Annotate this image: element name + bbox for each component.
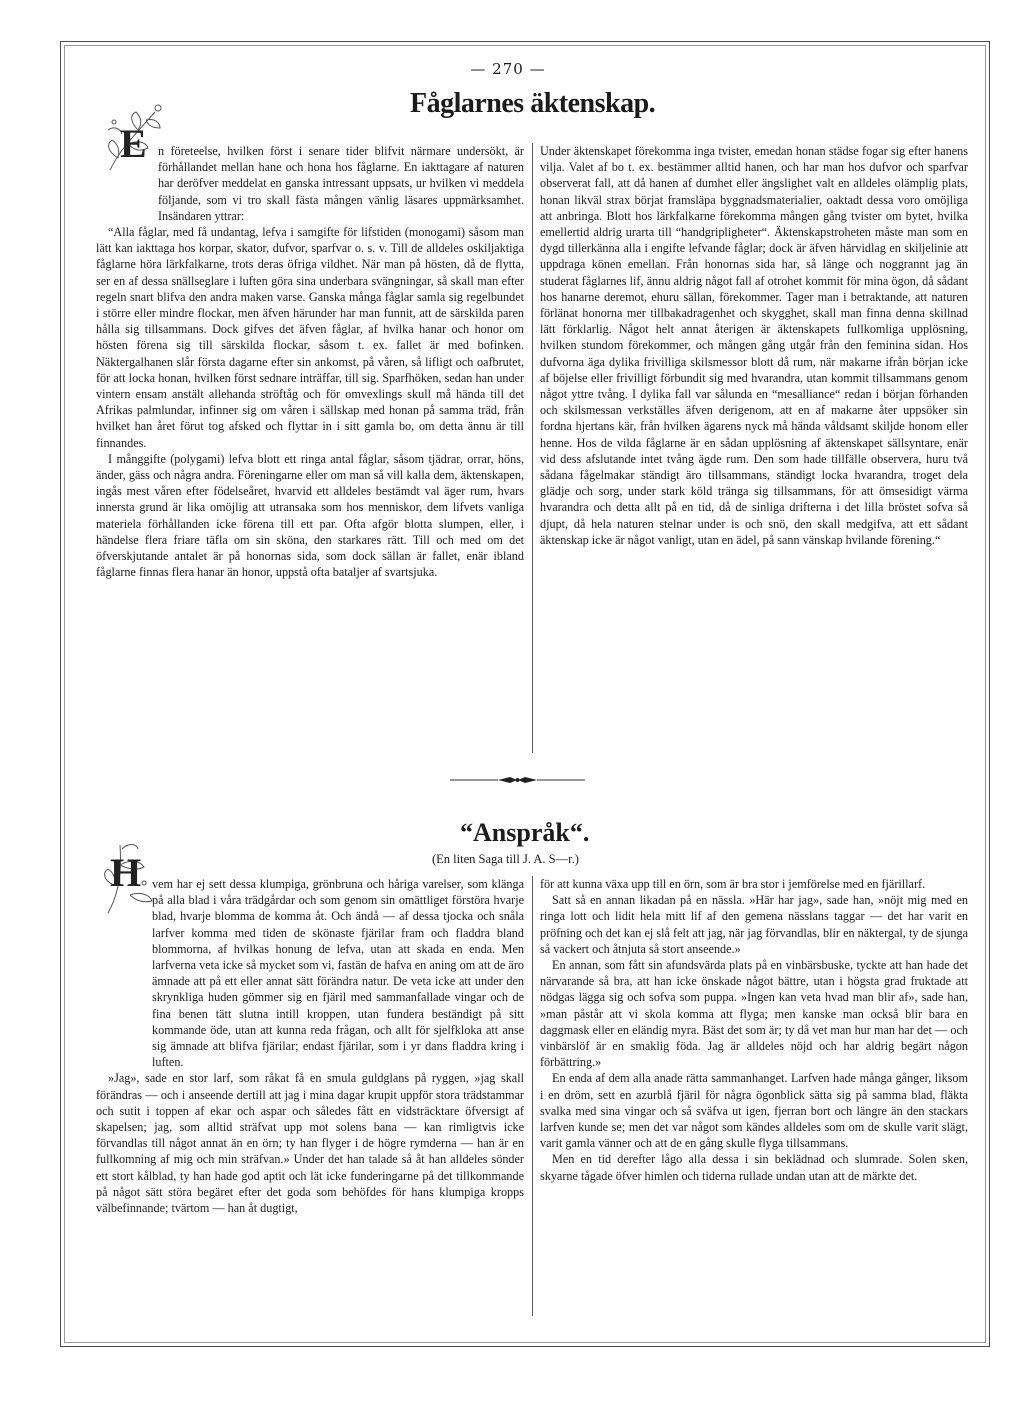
article1-paragraph: “Alla fåglar, med få undantag, lefva i samgifte för lifstiden (monogami) såsom man lätt kan iakttaga hos korpar, skator, dufvor, sparfvar o. s. v. Till de alldeles oskiljaktiga fåglarne höra lärkfalkarne, trots deras öfriga vildhet. När man på hösten, då de flytta, ser en af dessa snällseglare i luften göra sina underbara svängningar, så skall man efter regeln snart blifva den andra maken varse. Ganska många fåglar samla sig regelbundet i större eller mindre flockar, men äfven härunder har man funnit, att de särskilda paren hålla sig tillsammans. Dock gifves det äfven fåglar, af hvilka hanar och honor om hösten förena sig till särskilda flockar, såsom t. ex. fallet är med bofinken. Näktergalhanen slår första dagarne efter sin ankomst, på våren, så lifligt och oafbrutet, för att locka honan, hvilken först sednare inträffar, till sig. Sparfhöken, sedan han under vintern ensam anstält allehanda ströftåg och för omvexlings skull må hända till det Afrikas palmlundar, infinner sig om våren i sällskap med honan på samma träd, från hvilket han året förut tog afsked och flyttar in i sitt gamla bo, om detta ännu är till finnandes. [96,225,524,450]
article-title-ansprak: “Anspråk“. [460,818,590,847]
dropcap-e: E [120,121,147,166]
page-number: — 270 — [470,60,546,78]
article-subtitle: (En liten Saga till J. A. S—r.) [432,852,579,866]
article2-paragraph: En annan, som fått sin afundsvärda plats på en vinbärsbuske, tyckte att han hade det närvarande så bra, att han icke önskade något bättre, utan i högsta grad fruktade att nödgas lägga sig och sofva som puppa. »Ingen kan veta hvad man blir af», sade han, »man påstår att vi skola komma att flyga; men kanske man också blir bara en daggmask eller en eländig myra. Bäst det som är; ty då vet man hur man har det — och vinbärslöf är en smaklig föda. Jag är alldeles nöjd och har aldrig begärt någon förbättring.» [540,958,968,1070]
article-title-faglarnes: Fåglarnes äktenskap. [410,88,656,119]
article1-paragraph: Under äktenskapet förekomma inga tvister, emedan honan städse fogar sig efter hanens vilja. Valet af bo t. ex. bestämmer alltid hanen, och har man hos dufvor och sparfvar observerat fall, att då hanen af dumhet eller ängslighet valt en alldeles olämplig plats, honan likväl strax börjat framsläpa byggnadsmaterialier, oaktadt dessa voro omöjliga att anbringa. Blott hos lärkfalkarne förekomma mången gång tvister om bytet, hvilka emellertid aldrig urarta till “handgripligheter“. Äktenskapstroheten måste man som en dygd tillerkänna alla i engifte lefvande fåglar; dock är äfven härvidlag en skiljelinie att uppdraga könen emellan. Från honornas sida har, så länge och noggrannt jag än studerat fåglarnes lif, ännu aldrig något fall af otrohet kommit för mina ögon, då sådant hos hanarne deremot, ehuru sällan, förekommer. Tager man i betraktande, att naturen förlänat honorna mer tillbakadragenhet och skygghet, skall man finna denna skillnad lätt förklarlig. Något helt annat återigen är äktenskapets fullkomliga upplösning, hvilken stundom förekommer, och mången gång utgår från den feminina sidan. Hos dufvorna äga dylika frivilliga skilsmessor blott då rum, när makarne ifrån början icke af böjelse eller frivilligt förbundit sig med hvarandra, utan kommit tillsammans genom något yttre tvång. I dylika fall var sålunda en “mesalliance“ redan i början förhanden och skilsmessan verkställes äfven derigenom, att en af makarne åter uppsöker sin fordna hjertans kär, från hvilken ägarens nyck må hända våldsamt skiljde honom eller henne. Hos de vilda fåglarne är en sådan upplösning af äktenskapet sällsyntare, enär vid dess afslutande intet tvång ägde rum. Den som hade tillfälle observera, huru två sådana fågelmakar ständigt äro tillsammans, ständigt locka hvarandra, troget dela glädje och sorg, under stark köld tränga sig tillsammans, för att ömsesidigt värma hvarandra och detta allt på en tid, då de sinliga drifterna i det lilla bröstet sofva så djupt, då hela naturen stelnar under is och snö, den skall medgifva, att ett sådant äktenskap icke är något vanligt, utan en ädel, på sann vänskap hvilande förening.“ [540,144,968,547]
article2-paragraph: Satt så en annan likadan på en nässla. »Här har jag», sade han, »nöjt mig med en ringa lott och lidit hela mitt lif af den gemena nässlans taggar — det har varit en pröfning och det kan ej slå felt att jag, när jag förvandlas, blir en näktergal, ty de sjunga så vackert och åtnjuta så stort anseende.» [540,893,968,956]
article2-right-column [540,876,968,1184]
column-rule [532,143,533,753]
article1-left-column [96,143,524,580]
article2-paragraph: »Jag», sade en stor larf, som råkat få en smula guldglans på ryggen, »jag skall förändras — och i anseende dertill att jag i mina dagar krupit uppför stora trädstammar och sutit i toppen af ekar och aspar och således fått en vidsträcktare öfversigt af skapelsen; jag, som alltid sträfvat upp mot solens bana — kan rimligtvis icke förvandlas till något annat än en örn; ty han flyger i de högre rymderna — han är en fullkomning af mig och min sträfvan.» Under det han talade så åt han alldeles sönder ett stort kålblad, ty han hade god aptit och lät icke funderingarne på det tillkommande på något sätt störa begäret efter det goda som behöfdes för hans klumpiga kropps välbefinnande; tvärtom — han åt dugtigt, [96,1071,524,1216]
article1-paragraph: I månggifte (polygami) lefva blott ett ringa antal fåglar, såsom tjädrar, orrar, höns, änder, gäss och några andra. Föreningarne eller om man så vill kalla dem, äktenskapen, ingås mest våren efter födelseåret, hvarvid ett alldeles bestämdt val äger rum, hvars innersta grund är lika omöjlig att utransaka som hos menniskor, dem lifvets vanliga materiela förhållanden icke förena till ett par. Ofta afgör blotta slumpen, eller, i händelse flera friare täfla om sin sköna, den starkares rätt. Till och med om det öfverskjutande antalet är på honornas sida, som dock sällan är fallet, enär ibland fåglarne finnas flera hanar än honor, uppstå ofta bataljer af svartsjuka. [96,451,524,580]
article1-paragraph: n företeelse, hvilken först i senare tider blifvit närmare undersökt, är förhållandet mellan hane och hona hos fåglarne. En iakttagare af naturen har deröfver meddelat en ganska intressant uppsats, ur hvilken vi meddela följande, som vi tro skall fästa mången vänlig läsares uppmärksamhet. Insändaren yttrar: [158,144,524,223]
article1-right-column [540,143,968,548]
article2-paragraph: vem har ej sett dessa klumpiga, grönbruna och håriga varelser, som klänga på alla blad i våra trädgårdar och som genom sin omättliget förstöra hvarje blad, hvarje blomma de komma åt. Och ändå — af dessa tjocka och snåla larfver komma med tiden de skönaste fjärilar fram och fladdra bland blommorna, af hvilkas honung de lefva, utan att skada en enda. Men larfverna veta icke så mycket som vi, fastän de hafva en aning om att de äro ämnade att på ett eller annat sätt förändra natur. De veta icke att under den skrynkliga huden gömmer sig en fjäril med sammanfallade vingar och de fina benen tätt slutna intill kroppen, utan fundera beständigt på sitt kommande öde, utan att kunna reda frågan, och allt för sjelfkloka att anse sig ämnade att blifva fjärilar; endast fjärilar, som i yr dans fladdra kring i luften. [152,877,524,1070]
dropcap-h: H [110,850,142,895]
column-rule [532,876,533,1316]
article2-left-column [96,876,524,1216]
article2-paragraph: för att kunna växa upp till en örn, som är bra stor i jemförelse med en fjärillarf. [540,877,926,891]
section-divider-icon [450,775,585,785]
article2-paragraph: En enda af dem alla anade rätta sammanhanget. Larfven hade många gånger, liksom i en dröm, sett en azurblå fjäril för några ögonblick sätta sig på samma blad, fläkta svalka med sina vingar och så sväfva ut igen, fjerran bort och längre än den stackars larfven kunde se; men det var något som kändes alldeles som om de skulle varit slägt, varit gamla vänner och att de en gång skulle flyga tillsammans. [540,1071,968,1151]
article2-paragraph: Men en tid derefter lågo alla dessa i sin beklädnad och slumrade. Solen sken, skyarne tågade öfver himlen och tiderna rullade undan utan att de märkte det. [540,1152,968,1183]
